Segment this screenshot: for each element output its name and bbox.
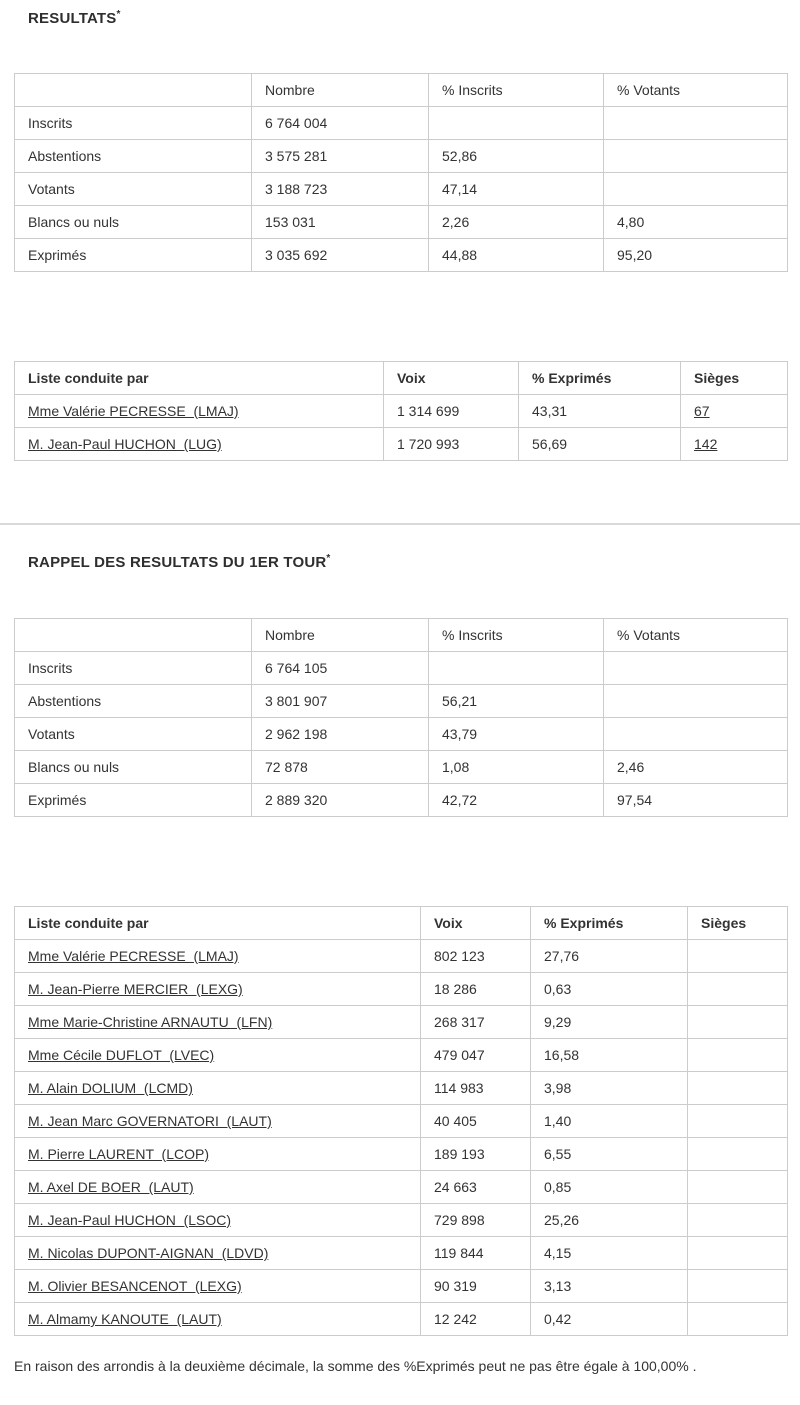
nombre-value: 3 035 692	[252, 239, 429, 272]
voix-value: 119 844	[421, 1237, 531, 1270]
pct-exprimes-value: 4,15	[531, 1237, 688, 1270]
col-header-voix: Voix	[384, 362, 519, 395]
results-candidates-table	[14, 361, 788, 461]
table-row	[15, 1270, 788, 1303]
candidate-link[interactable]: M. Jean-Paul HUCHON (LUG)	[28, 436, 222, 452]
candidate-cell	[15, 1171, 421, 1204]
table-row	[15, 1105, 788, 1138]
voix-value: 479 047	[421, 1039, 531, 1072]
sieges-cell	[688, 1303, 788, 1336]
candidate-cell	[15, 1105, 421, 1138]
candidate-cell	[15, 973, 421, 1006]
pct-inscrits-value: 56,21	[429, 685, 604, 718]
pct-exprimes-value: 16,58	[531, 1039, 688, 1072]
voix-value: 802 123	[421, 940, 531, 973]
pct-exprimes-value: 0,42	[531, 1303, 688, 1336]
results-title-text: RESULTATS	[28, 10, 117, 27]
pct-inscrits-value: 52,86	[429, 140, 604, 173]
sieges-cell	[688, 1072, 788, 1105]
first-round-stats-table	[14, 618, 788, 817]
sieges-link[interactable]: 67	[694, 403, 710, 419]
voix-value: 40 405	[421, 1105, 531, 1138]
candidate-cell	[15, 1270, 421, 1303]
sieges-cell	[688, 1006, 788, 1039]
pct-exprimes-value: 9,29	[531, 1006, 688, 1039]
voix-value: 18 286	[421, 973, 531, 1006]
table-row	[15, 428, 788, 461]
row-label: Exprimés	[15, 239, 252, 272]
table-row	[15, 239, 788, 272]
table-row	[15, 685, 788, 718]
row-label: Votants	[15, 173, 252, 206]
sieges-cell	[688, 973, 788, 1006]
candidate-link[interactable]: M. Pierre LAURENT (LCOP)	[28, 1146, 209, 1162]
row-label: Inscrits	[15, 652, 252, 685]
sieges-cell	[688, 1138, 788, 1171]
candidate-link[interactable]: Mme Cécile DUFLOT (LVEC)	[28, 1047, 215, 1063]
pct-votants-value: 2,46	[604, 751, 788, 784]
pct-exprimes-value: 43,31	[519, 395, 681, 428]
pct-exprimes-value: 56,69	[519, 428, 681, 461]
rounding-note: En raison des arrondis à la deuxième décimale, la somme des %Exprimés peut ne pas être égale à 100,00% .	[14, 1358, 697, 1374]
nombre-value: 6 764 105	[252, 652, 429, 685]
first-round-candidates-table	[14, 906, 788, 1336]
col-header-nombre: Nombre	[252, 74, 429, 107]
sieges-cell	[688, 1171, 788, 1204]
nombre-value: 2 889 320	[252, 784, 429, 817]
pct-inscrits-value: 43,79	[429, 718, 604, 751]
candidate-cell	[15, 395, 384, 428]
table-row	[15, 718, 788, 751]
row-label: Abstentions	[15, 140, 252, 173]
pct-inscrits-value: 2,26	[429, 206, 604, 239]
candidate-link[interactable]: Mme Valérie PECRESSE (LMAJ)	[28, 403, 239, 419]
first-round-title-text: RAPPEL DES RESULTATS DU 1ER TOUR	[28, 554, 327, 571]
candidate-cell	[15, 1006, 421, 1039]
sieges-cell	[688, 1039, 788, 1072]
pct-exprimes-value: 0,85	[531, 1171, 688, 1204]
col-header-liste: Liste conduite par	[15, 907, 421, 940]
pct-inscrits-value: 47,14	[429, 173, 604, 206]
table-row	[15, 940, 788, 973]
table-row	[15, 1303, 788, 1336]
voix-value: 189 193	[421, 1138, 531, 1171]
voix-value: 729 898	[421, 1204, 531, 1237]
candidate-cell	[15, 1138, 421, 1171]
table-row	[15, 1171, 788, 1204]
nombre-value: 72 878	[252, 751, 429, 784]
table-row	[15, 784, 788, 817]
voix-value: 24 663	[421, 1171, 531, 1204]
pct-votants-value	[604, 652, 788, 685]
candidate-cell	[15, 1237, 421, 1270]
row-label: Abstentions	[15, 685, 252, 718]
candidate-cell	[15, 1303, 421, 1336]
pct-votants-value	[604, 685, 788, 718]
pct-inscrits-value: 1,08	[429, 751, 604, 784]
candidate-cell	[15, 1072, 421, 1105]
sieges-cell	[681, 395, 788, 428]
table-row	[15, 973, 788, 1006]
candidate-link[interactable]: M. Axel DE BOER (LAUT)	[28, 1179, 194, 1195]
candidate-link[interactable]: M. Jean-Paul HUCHON (LSOC)	[28, 1212, 232, 1228]
nombre-value: 6 764 004	[252, 107, 429, 140]
col-header-sieges: Sièges	[688, 907, 788, 940]
col-header-pct-inscrits: % Inscrits	[429, 74, 604, 107]
pct-inscrits-value: 42,72	[429, 784, 604, 817]
table-row	[15, 1072, 788, 1105]
candidate-cell	[15, 1039, 421, 1072]
col-header-pct-exprimes: % Exprimés	[531, 907, 688, 940]
nombre-value: 3 801 907	[252, 685, 429, 718]
col-header-nombre: Nombre	[252, 619, 429, 652]
candidate-link[interactable]: M. Nicolas DUPONT-AIGNAN (LDVD)	[28, 1245, 269, 1261]
pct-votants-value	[604, 140, 788, 173]
nombre-value: 153 031	[252, 206, 429, 239]
section-divider	[0, 523, 800, 525]
header-row	[15, 619, 788, 652]
pct-votants-value	[604, 718, 788, 751]
candidate-link[interactable]: Mme Valérie PECRESSE (LMAJ)	[28, 948, 239, 964]
voix-value: 12 242	[421, 1303, 531, 1336]
nombre-value: 3 575 281	[252, 140, 429, 173]
asterisk-note: *	[116, 9, 121, 20]
table-row	[15, 1039, 788, 1072]
col-header-voix: Voix	[421, 907, 531, 940]
pct-votants-value	[604, 107, 788, 140]
candidate-cell	[15, 428, 384, 461]
voix-value: 268 317	[421, 1006, 531, 1039]
nombre-value: 2 962 198	[252, 718, 429, 751]
table-row	[15, 1138, 788, 1171]
candidate-link[interactable]: M. Jean Marc GOVERNATORI (LAUT)	[28, 1113, 272, 1129]
pct-votants-value	[604, 173, 788, 206]
candidate-link[interactable]: M. Alain DOLIUM (LCMD)	[28, 1080, 193, 1096]
col-header-pct-inscrits: % Inscrits	[429, 619, 604, 652]
pct-inscrits-value: 44,88	[429, 239, 604, 272]
sieges-cell	[688, 940, 788, 973]
col-header-liste: Liste conduite par	[15, 362, 384, 395]
table-row	[15, 1204, 788, 1237]
sieges-cell	[688, 1105, 788, 1138]
header-row	[15, 907, 788, 940]
table-row	[15, 140, 788, 173]
sieges-cell	[688, 1270, 788, 1303]
sieges-cell	[688, 1237, 788, 1270]
table-row	[15, 1006, 788, 1039]
voix-value: 1 314 699	[384, 395, 519, 428]
table-row	[15, 173, 788, 206]
candidate-link[interactable]: M. Olivier BESANCENOT (LEXG)	[28, 1278, 242, 1294]
col-header-empty	[15, 619, 252, 652]
first-round-title	[28, 553, 800, 571]
table-row	[15, 751, 788, 784]
nombre-value: 3 188 723	[252, 173, 429, 206]
sieges-link[interactable]: 142	[694, 436, 718, 452]
col-header-empty	[15, 74, 252, 107]
table-row	[15, 206, 788, 239]
candidate-cell	[15, 1204, 421, 1237]
results-stats-table	[14, 73, 788, 272]
pct-exprimes-value: 27,76	[531, 940, 688, 973]
candidate-link[interactable]: M. Almamy KANOUTE (LAUT)	[28, 1311, 222, 1327]
table-row	[15, 1237, 788, 1270]
sieges-cell	[688, 1204, 788, 1237]
row-label: Blancs ou nuls	[15, 751, 252, 784]
candidate-link[interactable]: Mme Marie-Christine ARNAUTU (LFN)	[28, 1014, 273, 1030]
pct-exprimes-value: 3,13	[531, 1270, 688, 1303]
candidate-cell	[15, 940, 421, 973]
header-row	[15, 362, 788, 395]
table-row	[15, 107, 788, 140]
pct-inscrits-value	[429, 107, 604, 140]
col-header-sieges: Sièges	[681, 362, 788, 395]
pct-exprimes-value: 3,98	[531, 1072, 688, 1105]
voix-value: 114 983	[421, 1072, 531, 1105]
row-label: Blancs ou nuls	[15, 206, 252, 239]
pct-exprimes-value: 25,26	[531, 1204, 688, 1237]
candidate-link[interactable]: M. Jean-Pierre MERCIER (LEXG)	[28, 981, 243, 997]
pct-votants-value: 4,80	[604, 206, 788, 239]
pct-exprimes-value: 1,40	[531, 1105, 688, 1138]
pct-inscrits-value	[429, 652, 604, 685]
header-row	[15, 74, 788, 107]
asterisk-note: *	[326, 553, 331, 564]
col-header-pct-votants: % Votants	[604, 74, 788, 107]
col-header-pct-exprimes: % Exprimés	[519, 362, 681, 395]
table-row	[15, 395, 788, 428]
sieges-cell	[681, 428, 788, 461]
row-label: Exprimés	[15, 784, 252, 817]
row-label: Votants	[15, 718, 252, 751]
pct-votants-value: 95,20	[604, 239, 788, 272]
pct-exprimes-value: 6,55	[531, 1138, 688, 1171]
page-title	[28, 0, 800, 27]
pct-exprimes-value: 0,63	[531, 973, 688, 1006]
voix-value: 90 319	[421, 1270, 531, 1303]
table-row	[15, 652, 788, 685]
col-header-pct-votants: % Votants	[604, 619, 788, 652]
pct-votants-value: 97,54	[604, 784, 788, 817]
voix-value: 1 720 993	[384, 428, 519, 461]
row-label: Inscrits	[15, 107, 252, 140]
